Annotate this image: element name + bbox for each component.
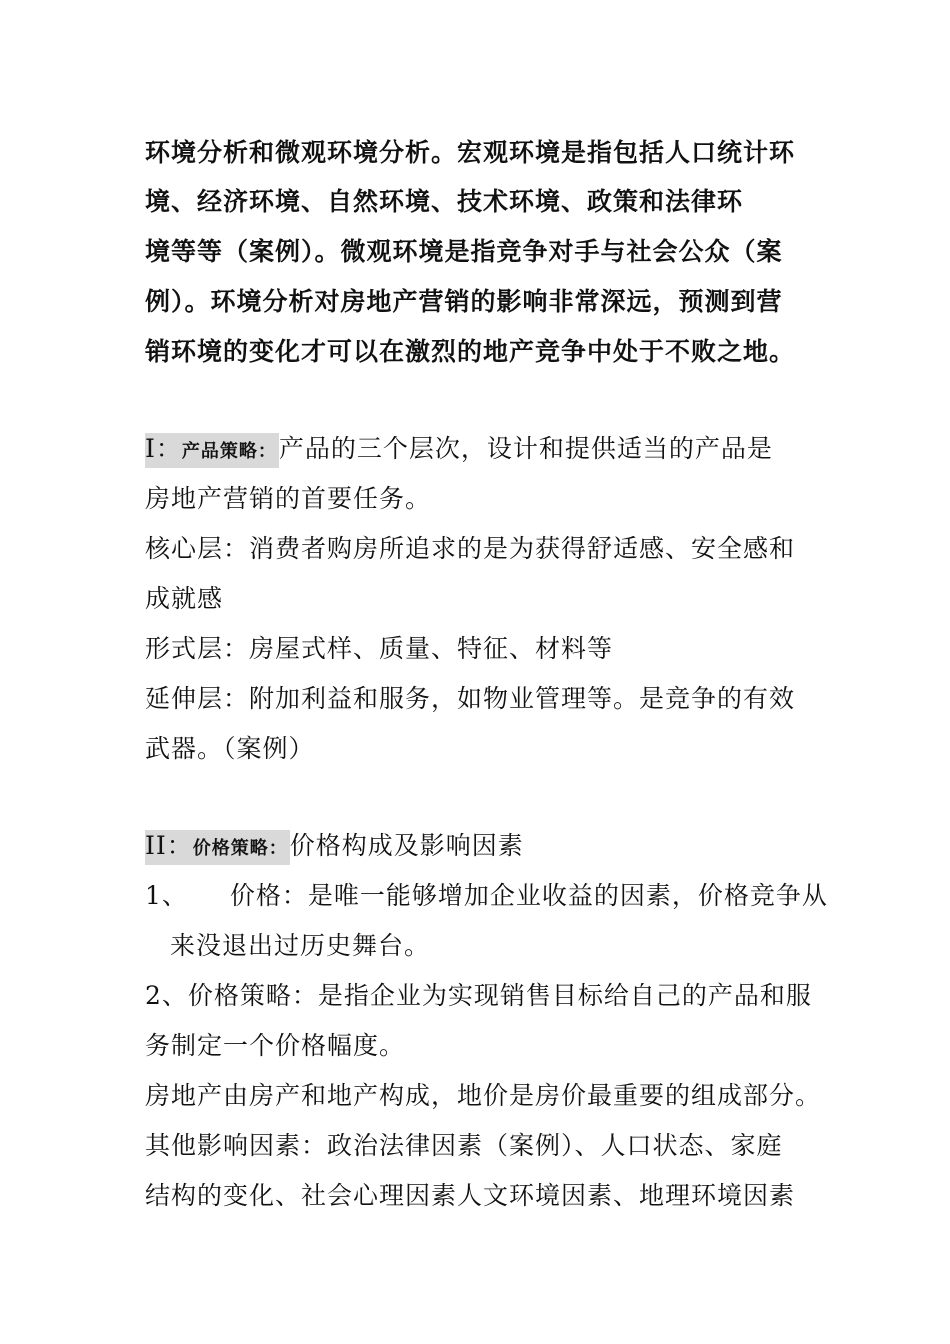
body-line: 延伸层：附加利益和服务，如物业管理等。是竞争的有效 <box>145 684 796 713</box>
bold-paragraph-line: 例）。环境分析对房地产营销的影响非常深远，预测到营 <box>145 287 783 316</box>
section-intro: 产品的三个层次，设计和提供适当的产品是 <box>278 434 773 463</box>
heading-highlight <box>145 830 290 865</box>
section-heading-price-strategy <box>145 830 524 865</box>
bold-paragraph-line: 境、经济环境、自然环境、技术环境、政策和法律环 <box>145 187 744 216</box>
heading-highlight <box>145 433 279 468</box>
list-item-1 <box>145 880 828 912</box>
section-intro: 价格构成及影响因素 <box>289 831 524 860</box>
body-line: 务制定一个价格幅度。 <box>145 1031 406 1060</box>
list-text: 价格：是唯一能够增加企业收益的因素，价格竞争从 <box>229 881 828 910</box>
body-line: 房地产营销的首要任务。 <box>145 484 432 513</box>
body-line: 成就感 <box>145 584 224 613</box>
section-number: I： <box>145 434 182 463</box>
list-item-continuation: 来没退出过历史舞台。 <box>170 931 431 960</box>
body-line: 武器。（案例） <box>145 734 315 763</box>
section-number: II： <box>145 831 193 860</box>
body-line: 房地产由房产和地产构成，地价是房价最重要的组成部分。 <box>145 1081 822 1110</box>
section-label: 产品策略： <box>181 441 277 462</box>
list-number: 1、 <box>145 881 188 910</box>
bold-paragraph-line: 境等等（案例）。微观环境是指竞争对手与社会公众（案 <box>145 237 783 266</box>
body-line: 2、价格策略：是指企业为实现销售目标给自己的产品和服 <box>145 981 812 1010</box>
bold-paragraph-line: 环境分析和微观环境分析。宏观环境是指包括人口统计环 <box>145 138 796 167</box>
bold-paragraph-line: 销环境的变化才可以在激烈的地产竞争中处于不败之地。 <box>145 337 796 366</box>
body-line: 核心层：消费者购房所追求的是为获得舒适感、安全感和 <box>145 534 796 563</box>
body-line: 形式层：房屋式样、质量、特征、材料等 <box>145 634 614 663</box>
body-line: 其他影响因素：政治法律因素（案例）、人口状态、家庭 <box>145 1131 783 1160</box>
section-label: 价格策略： <box>192 838 288 859</box>
body-line: 结构的变化、社会心理因素人文环境因素、地理环境因素 <box>145 1181 796 1210</box>
section-heading-product-strategy <box>145 433 773 468</box>
